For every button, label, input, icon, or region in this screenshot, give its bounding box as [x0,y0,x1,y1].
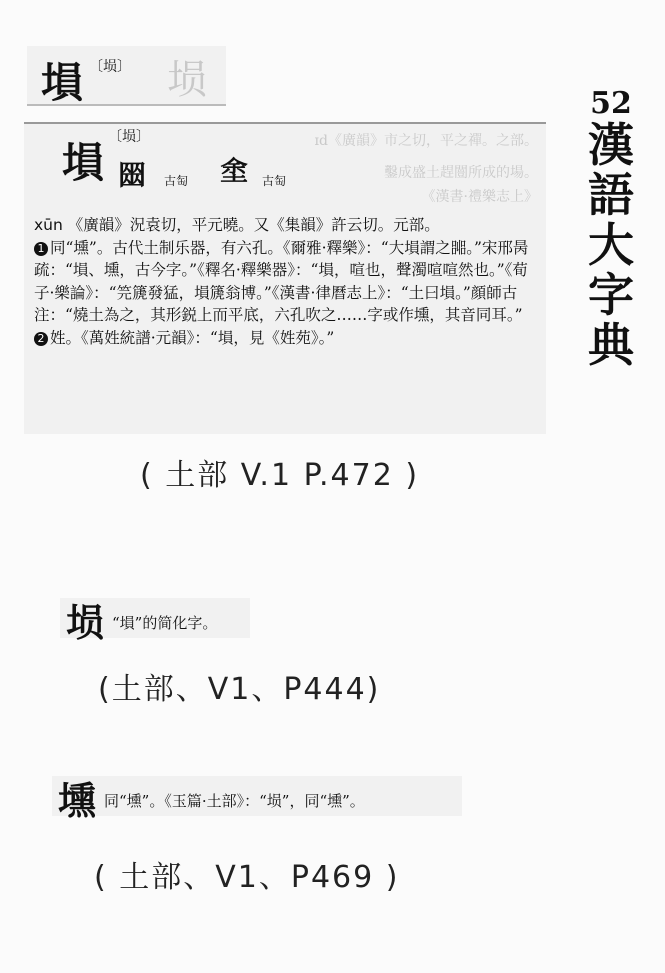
entry-variant: 〔埙〕 [108,129,150,145]
variant-entry-clipping [52,776,462,823]
sense-number-icon: 2 [34,332,48,346]
handwritten-reference: (土部、V1、P444) [98,672,381,707]
bleed-through-text: 《漢書·禮樂志上》 [421,189,538,205]
pronunciation-text: 《廣韻》況袁切，平元曉。又《集韻》許云切。元部。 [67,216,440,234]
volume-title-char: 漢 [588,118,634,172]
mini-entry-text: 同“壎”。《玉篇·土部》：“埙”，同“壎”。 [104,792,365,810]
ancient-form-glyph: 𡈍 [118,159,147,192]
ancient-form-glyph: 𡌆 [220,155,249,188]
volume-title [586,88,636,370]
mini-entry-text: “塤”的简化字。 [112,614,218,632]
sense-number-icon: 1 [34,242,48,256]
pronunciation-line [34,214,540,237]
handwritten-reference: ( 土部、V1、P469 ) [94,860,400,895]
header-clipping [27,46,226,106]
dictionary-entry-clipping [24,122,546,434]
volume-title-char: 語 [588,168,634,222]
volume-page-number: 52 [590,86,632,121]
simplified-entry-clipping [60,598,250,645]
volume-title-char: 典 [588,318,634,372]
handwritten-reference: ( 土部 V.1 P.472 ) [140,458,420,493]
mini-entry-character: 埙 [66,600,105,645]
ancient-form-tag: 古匋 [262,174,287,188]
sense-1 [34,237,540,327]
entry-body [34,214,540,349]
bleed-through-text: 鑿成盛土趕闓所成的場。 [384,165,538,181]
sense-2 [34,327,540,350]
mini-entry-character: 壎 [58,778,97,823]
ancient-form-tag: 古匋 [164,174,189,188]
header-variant: 〔埙〕 [89,59,131,75]
pinyin: xūn [34,216,63,234]
volume-title-char: 字 [588,268,634,322]
sense-text: 姓。《萬姓統譜·元韻》：“塤，見《姓苑》。” [50,328,335,347]
volume-title-char: 大 [588,218,634,272]
entry-character: 塤 [62,138,105,187]
sense-text: 同“壎”。古代土制乐器，有六孔。《爾雅·釋樂》：“大塤謂之嘂。”宋邢昺疏：“塤、壎，古今字。”《釋名·釋樂器》：“塤，喧也，聲濁喧喧然也。”《荀子·樂論》：“笎篪發猛，塤篪翁博。”《漢書·律曆志上》：“土曰塤。”顔師古注：“燒土為之，其形鋭上而平底，六孔吹之……字或作壎，其音同耳。” [34,238,529,324]
bleed-through-text: ɪd《廣韻》市之切，平之禪。之部。 [314,133,538,149]
header-ghost-character: 埙 [167,57,207,103]
header-character: 塤 [41,58,84,107]
